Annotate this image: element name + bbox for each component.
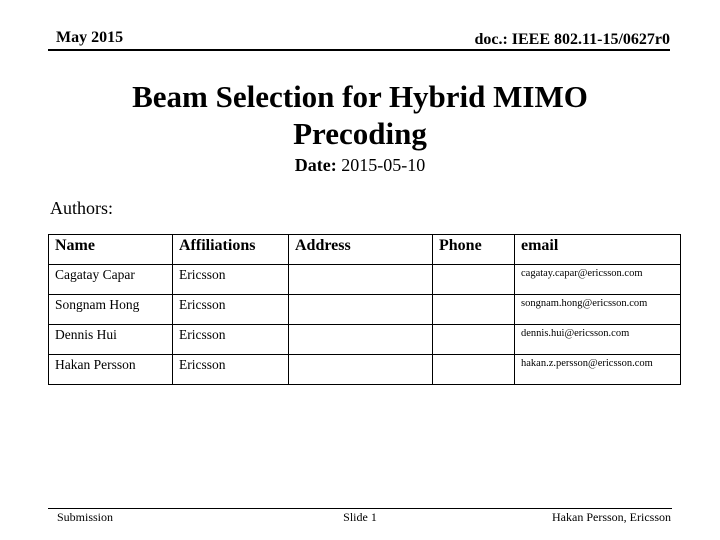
header-date: May 2015 — [56, 29, 124, 46]
column-header-name: Name — [49, 235, 173, 265]
footer-submission: Submission — [57, 510, 114, 524]
table-row — [49, 325, 681, 355]
author-address — [289, 355, 433, 385]
footer-slide-number: Slide 1 — [343, 510, 377, 524]
author-phone — [433, 325, 515, 355]
table-row — [49, 355, 681, 385]
column-header-address: Address — [289, 235, 433, 265]
author-affiliation: Ericsson — [173, 355, 289, 385]
author-phone — [433, 265, 515, 295]
author-email: cagatay.capar@ericsson.com — [515, 265, 681, 295]
author-email: songnam.hong@ericsson.com — [515, 295, 681, 325]
author-email: hakan.z.persson@ericsson.com — [515, 355, 681, 385]
date-label: Date: — [294, 155, 337, 175]
date-line — [60, 154, 660, 176]
footer-rule — [48, 508, 672, 509]
author-name: Cagatay Capar — [49, 265, 173, 295]
author-affiliation: Ericsson — [173, 265, 289, 295]
table-row — [49, 295, 681, 325]
slide-title-line-2: Precoding — [293, 116, 427, 151]
author-name: Hakan Persson — [49, 355, 173, 385]
author-name: Songnam Hong — [49, 295, 173, 325]
author-name: Dennis Hui — [49, 325, 173, 355]
slide-title-line-1: Beam Selection for Hybrid MIMO — [132, 79, 588, 114]
author-email: dennis.hui@ericsson.com — [515, 325, 681, 355]
header-doc-id: doc.: IEEE 802.11-15/0627r0 — [474, 31, 670, 48]
author-affiliation: Ericsson — [173, 295, 289, 325]
column-header-affiliations: Affiliations — [173, 235, 289, 265]
authors-label: Authors: — [50, 198, 113, 218]
table-header-row — [49, 235, 681, 265]
footer-author: Hakan Persson, Ericsson — [552, 510, 671, 524]
table-row — [49, 265, 681, 295]
date-value: 2015-05-10 — [336, 155, 426, 175]
author-address — [289, 295, 433, 325]
column-header-phone: Phone — [433, 235, 515, 265]
header-rule — [48, 49, 670, 51]
slide-title — [60, 78, 660, 152]
authors-table — [48, 234, 681, 385]
author-affiliation: Ericsson — [173, 325, 289, 355]
author-address — [289, 265, 433, 295]
author-phone — [433, 355, 515, 385]
author-address — [289, 325, 433, 355]
author-phone — [433, 295, 515, 325]
column-header-email: email — [515, 235, 681, 265]
